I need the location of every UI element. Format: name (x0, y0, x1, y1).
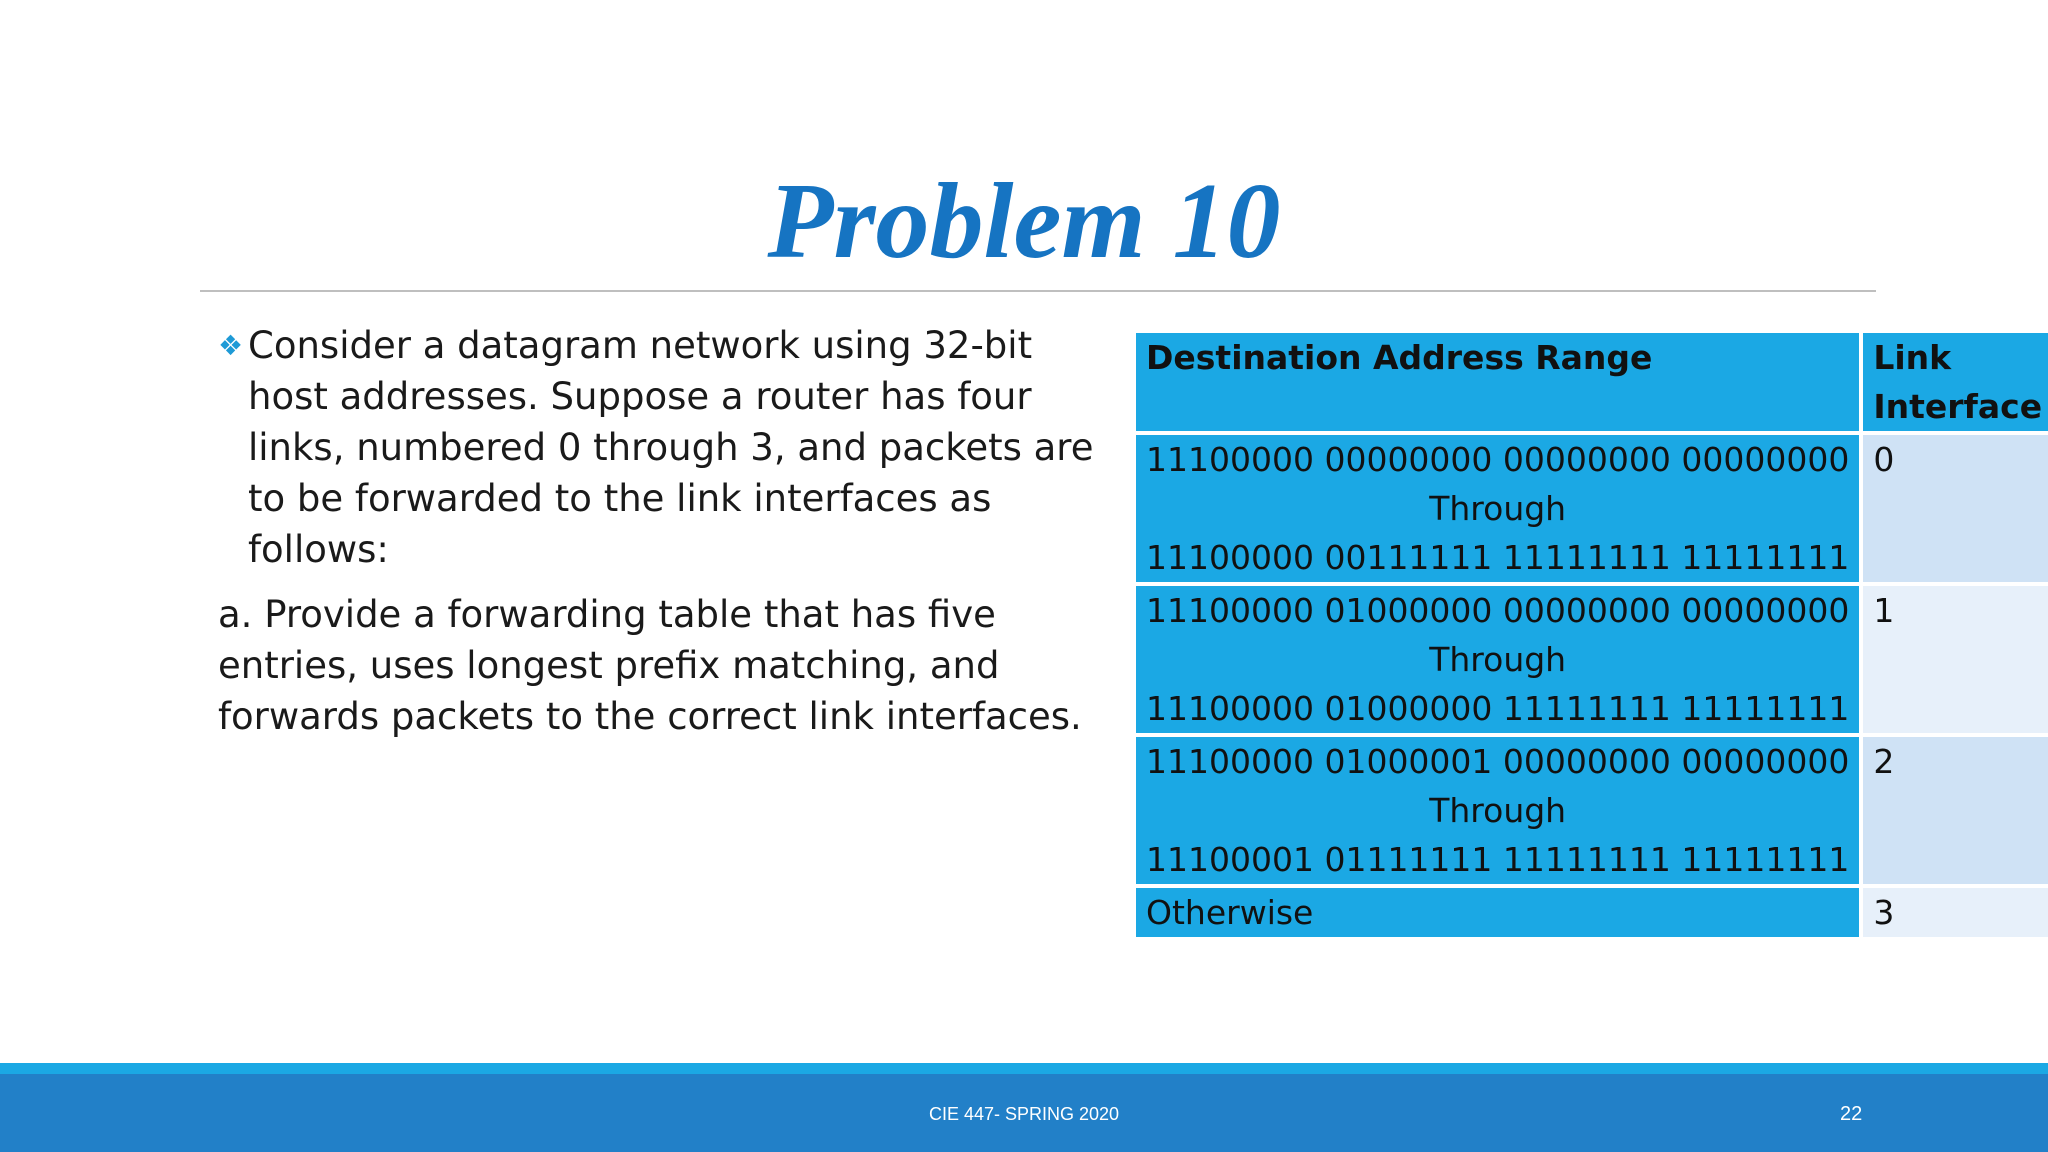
table-row (1134, 433, 2048, 584)
range-cell: Otherwise (1134, 886, 1861, 939)
range-start: 11100000 01000001 00000000 00000000 (1146, 742, 1850, 781)
page-number: 22 (1840, 1103, 1863, 1125)
range-end: 11100000 01000000 11111111 11111111 (1146, 689, 1850, 728)
slide-title: Problem 10 (767, 162, 1281, 281)
range-cell (1134, 433, 1861, 584)
footer-course-label: CIE 447- SPRING 2020 (928, 1104, 1120, 1124)
range-end: 11100000 00111111 11111111 11111111 (1146, 538, 1850, 577)
link-cell: 3 (1861, 886, 2048, 939)
header-destination-range: Destination Address Range (1134, 331, 1861, 433)
link-cell: 1 (1861, 584, 2048, 735)
range-start: 11100000 01000000 00000000 00000000 (1146, 591, 1850, 630)
footer-accent-strip (0, 1063, 2048, 1074)
range-cell (1134, 584, 1861, 735)
bullet-text: Consider a datagram network using 32-bit host addresses. Suppose a router has four links, numbered 0 through 3, and packets are to be forwarded to the link interfaces as follows: (248, 324, 1094, 571)
table-header-row (1134, 331, 2048, 433)
diamond-bullet-icon: ❖ (218, 329, 244, 362)
bullet-paragraph (218, 320, 1098, 575)
title-divider (200, 290, 1876, 292)
link-cell: 0 (1861, 433, 2048, 584)
table-row (1134, 584, 2048, 735)
table-row (1134, 886, 2048, 939)
range-through: Through (1429, 640, 1567, 679)
range-cell (1134, 735, 1861, 886)
range-through: Through (1429, 489, 1567, 528)
forwarding-table (1132, 329, 2048, 941)
part-a-text: a. Provide a forwarding table that has five entries, uses longest prefix matching, and forwards packets to the correct link interfaces. (218, 593, 1082, 738)
range-start: 11100000 00000000 00000000 00000000 (1146, 440, 1850, 479)
header-link-interface: Link Interface (1861, 331, 2048, 433)
link-cell: 2 (1861, 735, 2048, 886)
problem-text (218, 320, 1098, 742)
range-end: 11100001 01111111 11111111 11111111 (1146, 840, 1850, 879)
table-row (1134, 735, 2048, 886)
range-through: Through (1429, 791, 1567, 830)
